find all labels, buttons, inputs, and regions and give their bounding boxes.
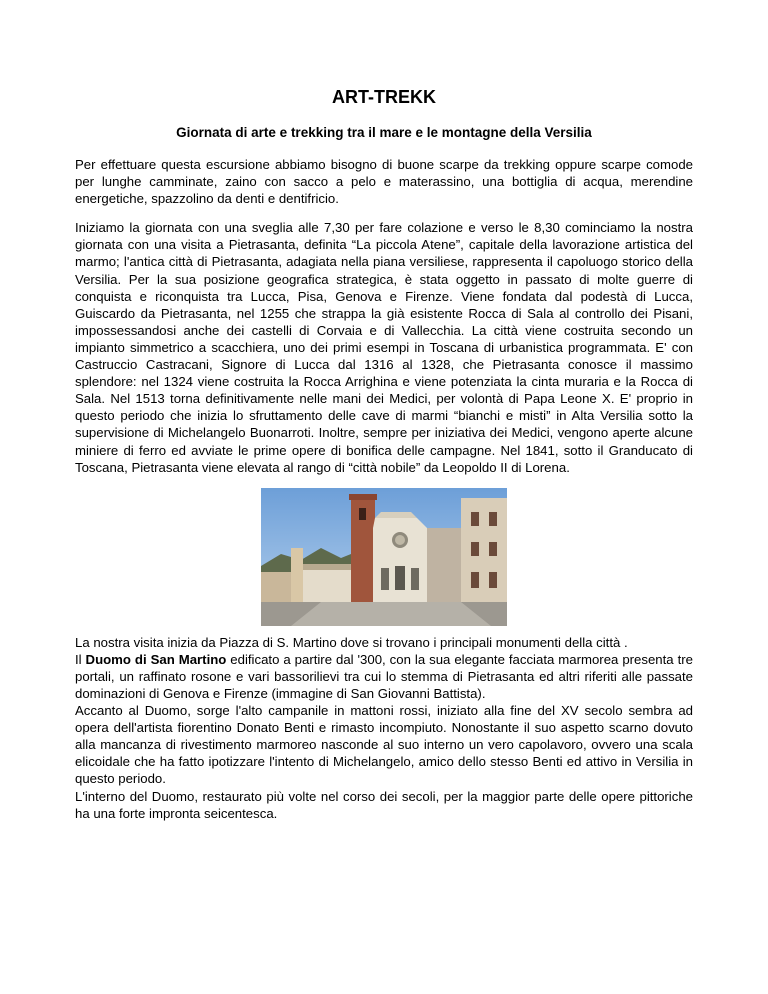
equipment-paragraph: Per effettuare questa escursione abbiamo bisogno di buone scarpe da trekking oppure scarpe comode per lunghe camminate, zaino con sacco a pelo e materassino, una bottiglia di acqua, merendine energetiche, spazzolino da denti e dentifricio.: [75, 157, 693, 207]
duomo-description: edificato a partire dal '300, con la sua elegante facciata marmorea presenta tre portali, un raffinato rosone e vari bassorilievi tra cui lo stemma di Pietrasanta ed altri riferiti alle passate dominazioni di Genova e Firenze (immagine di San Giovanni Battista).: [75, 651, 693, 701]
history-paragraph: Iniziamo la giornata con una sveglia alle 7,30 per fare colazione e verso le 8,30 cominciamo la nostra giornata con una visita a Pietrasanta, definita “La piccola Atene”, capitale della lavorazione artistica del marmo; l'antica città di Pietrasanta, adagiata nella piana versiliese, rappresenta il capoluogo storico della Versilia. Per la sua posizione geografica strategica, è stata oggetto in passato di molte guerre di conquista e riconquista tra Lucca, Pisa, Genova e Firenze. Viene fondata dal podestà di Lucca, Guiscardo da Pietrasanta, nel 1255 che strappa la già esistente Rocca di Sala al controllo dei Pisani, impossessandosi anche dei castelli di Corvaia e di Vallecchia. La città viene costruita secondo un impianto simmetrico a scacchiera, uno dei primi esempi in Toscana di urbanistica programmata. E' con Castruccio Castracani, Signore di Lucca dal 1316 al 1328, che Pietrasanta conosce il massimo splendore: nel 1324 viene costruita la Rocca Arrighina e viene potenziata la cinta muraria e la Rocca di Sala. Nel 1513 torna definitivamente nelle mani dei Medici, per volontà di Papa Leone X. E' proprio in questo periodo che inizia lo sfruttamento delle cave di marmi “bianchi e misti” in Alta Versilia sotto la supervisione di Michelangelo Buonarroti. Inoltre, sempre per iniziativa dei Medici, vengono aperte alcune miniere di ferro ed avviate le prime opere di bonifica delle campagne. Nel 1841, sotto il Granducato di Toscana, Pietrasanta viene elevata al rango di “città nobile” da Leopoldo II di Lorena.: [75, 220, 693, 475]
campanile-paragraph: Accanto al Duomo, sorge l'alto campanile in mattoni rossi, iniziato alla fine del XV secolo sembra ad opera dell'artista fiorentino Donato Benti e rimasto incompiuto. Nonostante il suo aspetto scarno dovuto alla mancanza di rivestimento marmoreo nasconde al suo interno un vero capolavoro, ovvero una scala elicoidale che ha fatto ipotizzare l'intento di Michelangelo, amico dello stesso Benti ed attivo in Versilia in questo periodo.: [75, 703, 693, 787]
document-subtitle: Giornata di arte e trekking tra il mare e le montagne della Versilia: [176, 125, 592, 140]
interior-paragraph: L'interno del Duomo, restaurato più volte nel corso dei secoli, per la maggior parte delle opere pittoriche ha una forte impronta seicentesca.: [75, 788, 693, 821]
duomo-name: Duomo di San Martino: [85, 651, 227, 667]
duomo-paragraph: [75, 651, 693, 702]
visit-intro-paragraph: La nostra visita inizia da Piazza di S. Martino dove si trovano i principali monumenti della città .: [75, 634, 628, 650]
duomo-prefix: Il: [75, 651, 86, 667]
piazza-duomo-photo: [261, 488, 507, 626]
document-title: ART-TREKK: [332, 87, 436, 107]
document-page: [75, 86, 693, 822]
